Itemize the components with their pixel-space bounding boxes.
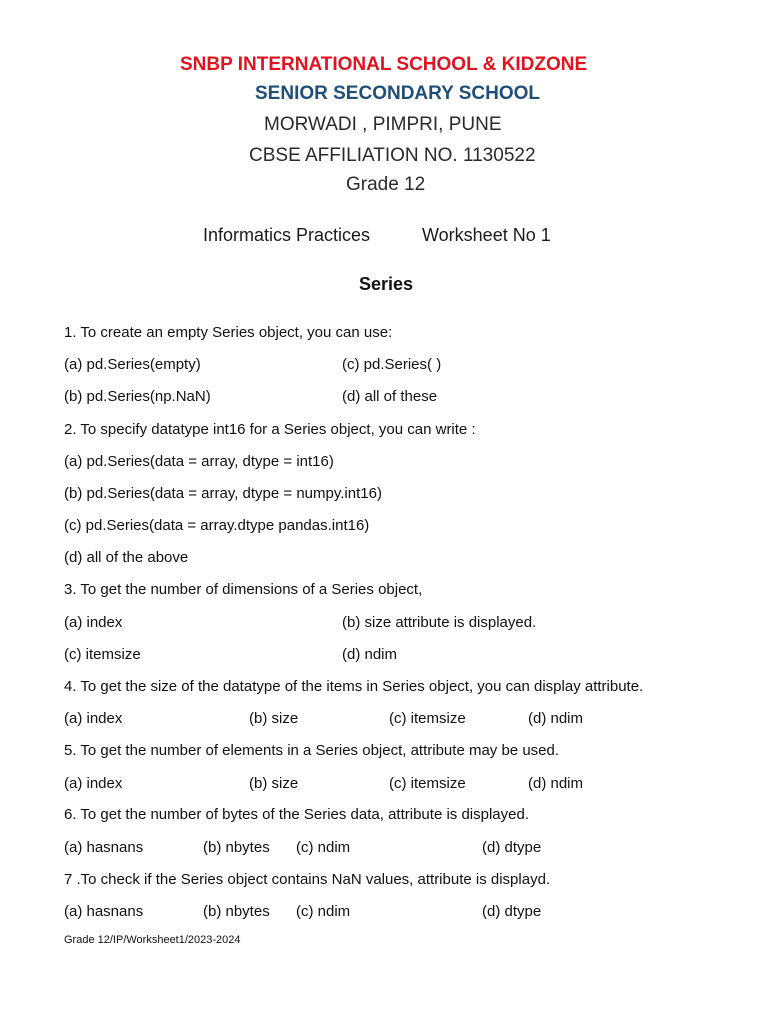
q1-option-b: (b) pd.Series(np.NaN) <box>64 388 211 405</box>
grade-label: Grade 12 <box>346 174 426 195</box>
q3-option-c: (c) itemsize <box>64 646 141 663</box>
q6-option-a: (a) hasnans <box>64 839 144 856</box>
q4-option-a: (a) index <box>64 710 123 727</box>
q3-option-b: (b) size attribute is displayed. <box>342 614 537 631</box>
section-title: Series <box>359 274 414 294</box>
q7-option-b: (b) nbytes <box>203 903 270 920</box>
q2-option-c: (c) pd.Series(data = array.dtype pandas.int16) <box>64 517 370 534</box>
question-3: 3. To get the number of dimensions of a Series object, <box>64 581 423 598</box>
q6-option-d: (d) dtype <box>482 839 542 856</box>
q5-option-a: (a) index <box>64 775 123 792</box>
school-location: MORWADI , PIMPRI, PUNE <box>264 114 502 135</box>
q2-option-a: (a) pd.Series(data = array, dtype = int16) <box>64 453 334 470</box>
q5-option-c: (c) itemsize <box>389 775 466 792</box>
q2-option-b: (b) pd.Series(data = array, dtype = numpy.int16) <box>64 485 382 502</box>
question-1: 1. To create an empty Series object, you can use: <box>64 324 393 341</box>
subject-title: Informatics Practices <box>203 225 371 245</box>
q1-option-c: (c) pd.Series( ) <box>342 356 442 373</box>
q7-option-c: (c) ndim <box>296 903 351 920</box>
q5-option-d: (d) ndim <box>528 775 584 792</box>
q6-option-b: (b) nbytes <box>203 839 270 856</box>
q7-option-d: (d) dtype <box>482 903 542 920</box>
q5-option-b: (b) size <box>249 775 299 792</box>
worksheet-title: Worksheet No 1 <box>422 225 551 245</box>
q4-option-c: (c) itemsize <box>389 710 466 727</box>
question-4: 4. To get the size of the datatype of the items in Series object, you can display attribute. <box>64 678 644 695</box>
page-footer: Grade 12/IP/Worksheet1/2023-2024 <box>64 934 241 946</box>
affiliation-number: CBSE AFFILIATION NO. 1130522 <box>249 145 536 166</box>
question-2: 2. To specify datatype int16 for a Series object, you can write : <box>64 421 476 438</box>
q7-option-a: (a) hasnans <box>64 903 144 920</box>
q2-option-d: (d) all of the above <box>64 549 189 566</box>
q1-option-a: (a) pd.Series(empty) <box>64 356 201 373</box>
question-7: 7 .To check if the Series object contains NaN values, attribute is displayd. <box>64 871 551 888</box>
school-type: SENIOR SECONDARY SCHOOL <box>255 83 541 104</box>
q1-option-d: (d) all of these <box>342 388 438 405</box>
school-name: SNBP INTERNATIONAL SCHOOL & KIDZONE <box>180 54 588 75</box>
q3-option-a: (a) index <box>64 614 123 631</box>
q3-option-d: (d) ndim <box>342 646 398 663</box>
question-5: 5. To get the number of elements in a Series object, attribute may be used. <box>64 742 560 759</box>
q4-option-d: (d) ndim <box>528 710 584 727</box>
question-6: 6. To get the number of bytes of the Series data, attribute is displayed. <box>64 806 529 823</box>
q4-option-b: (b) size <box>249 710 299 727</box>
q6-option-c: (c) ndim <box>296 839 351 856</box>
